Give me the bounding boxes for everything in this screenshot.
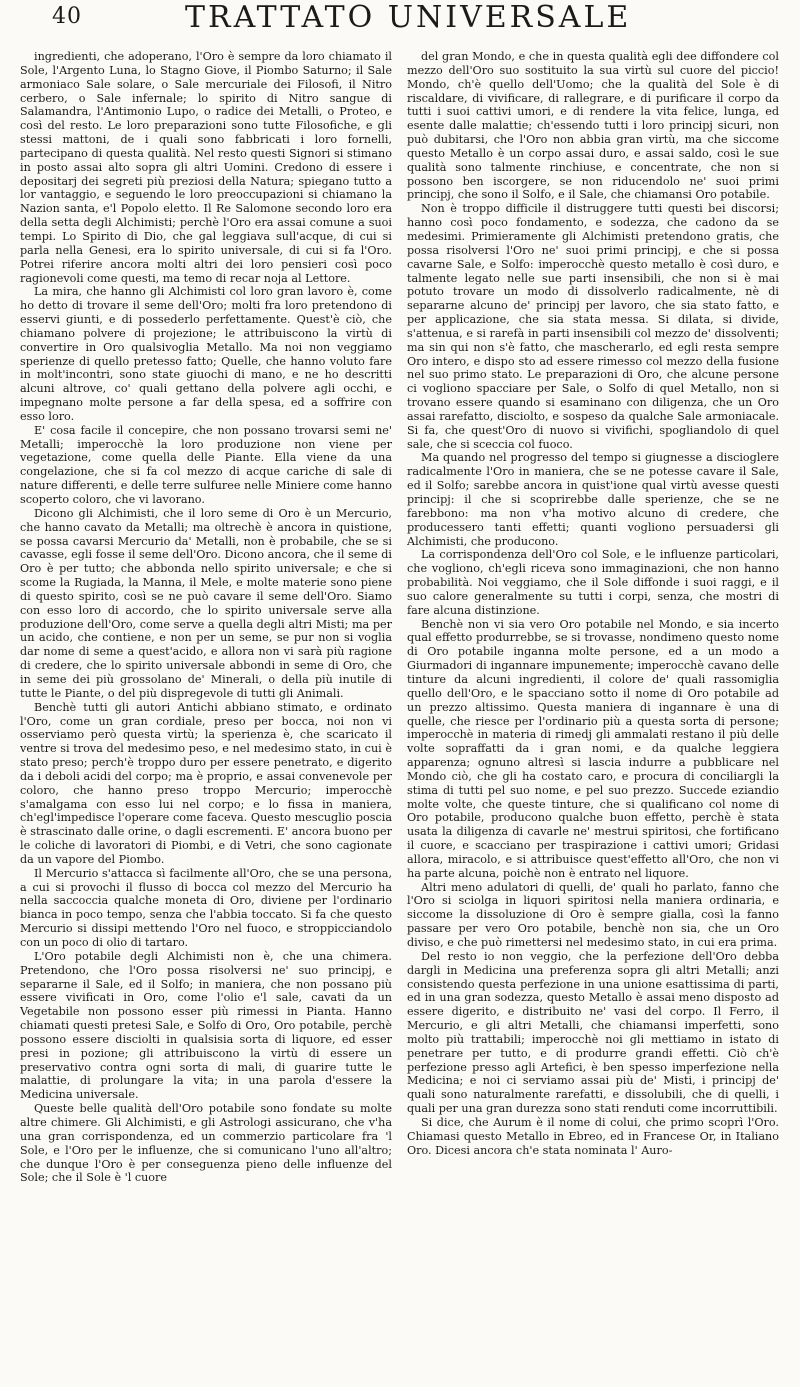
paragraph: Non è troppo difficile il distruggere tutti questi bei discorsi; hanno così poco fondamento, e sodezza, che cadono da se medesimi. Primieramente gli Alchimisti pretendono gratis, che possa risolversi l'Oro ne' suoi primi principj, e che si possa cavarne Sale, e Solfo: imperocchè questo metallo è così duro, e talmente legato nelle sue parti insensibili, che non si è mai potuto trovare un modo di dissolverlo radicalmente, nè di separarne alcuno de' principj per lavoro, che sia stato fatto, e per applicazione, che sia stata messa. Si dilata, si divide, s'attenua, e si rarefà in parti insensibili col mezzo de' dissolventi; ma sin qui non s'è fatto, che mascherarlo, ed egli resta sempre Oro intero, e dispo sto ad essere rimesso col mezzo della fusione nel suo primo stato. Le preparazioni di Oro, che alcune persone ci vogliono spacciare per Sale, o Solfo di quel Metallo, non si trovano essere quando si esaminano con diligenza, che un Oro assai rarefatto, disciolto, e sospeso da qualche Sale armoniacale. Si fa, che quest'Oro di nuovo si vivifichi, spogliandolo di quel sale, che si sceccia col fuoco. — [407, 202, 779, 451]
paragraph: Si dice, che Aurum è il nome di colui, che primo scoprì l'Oro. Chiamasi questo Metallo in Ebreo, ed in Francese Or, in Italiano Oro. Dicesi ancora ch'e stata nominata l' Auro- — [407, 1115, 779, 1157]
paragraph: Queste belle qualità dell'Oro potabile sono fondate su molte altre chimere. Gli Alchimisti, e gli Astrologi assicurano, che v'ha una gran corrispondenza, ed un commerzio particolare fra 'l Sole, e l'Oro per le influenze, che si comunicano l'uno all'altro; che dunque l'Oro è per conseguenza pieno delle influenze del Sole; che il Sole è 'l cuore — [20, 1102, 392, 1185]
paragraph: Dicono gli Alchimisti, che il loro seme di Oro è un Mercurio, che hanno cavato da Metalli; ma oltrechè è ancora in quistione, se possa cavarsi Mercurio da' Metalli, non è probabile, che se si cavasse, egli fosse il seme dell'Oro. Dicono ancora, che il seme di Oro è per tutto; che abbonda nello spirito universale; e che si scome la Rugiada, la Manna, il Mele, e molte materie sono piene di questo spirito, così se ne può cavare il seme dell'Oro. Siamo con esso loro di accordo, che lo spirito universale serve alla produzione dell'Oro, come serve a quella degli altri Misti; ma per un acido, che contiene, e non per un seme, se pur non si voglia dar nome di seme a quest'acido, e allora non vi sarà più ragione di credere, che lo spirito universale abbondi in seme di Oro, che in seme dei più grossolano de' Minerali, o della più inutile di tutte le Piante, o del più dispregevole di tutti gli Animali. — [20, 506, 392, 700]
paragraph: Il Mercurio s'attacca sì facilmente all'Oro, che se una persona, a cui si provochi il flusso di bocca col mezzo del Mercurio ha nella saccoccia qualche moneta di Oro, diviene per l'ordinario bianca in poco tempo, senza che l'abbia toccato. Si fa che questo Mercurio si dissipi mettendo l'Oro nel fuoco, e stroppicciandolo con un poco di olio di tartaro. — [20, 866, 392, 949]
right-column — [407, 50, 779, 1380]
paragraph: ingredienti, che adoperano, l'Oro è sempre da loro chiamato il Sole, l'Argento Luna, lo Stagno Giove, il Piombo Saturno; il Sale armoniaco Sale solare, o Sale mercuriale dei Filosofi, il Nitro cerbero, o Sale infernale; lo spirito di Nitro sangue di Salamandra, l'Antimonio Lupo, o radice dei Metalli, o Proteo, e così del resto. Le loro preparazioni sono tutte Filosofiche, e gli stessi mattoni, de i quali sono fabbricati i loro fornelli, partecipano di questa qualità. Nel resto questi Signori si stimano in posto assai alto sopra gli altri Uomini. Credono di essere i depositarj dei segreti più preziosi della Natura; spiegano tutto a lor vantaggio, e seguendo le loro preoccupazioni si chiamano la Nazion santa, e'l Popolo eletto. Il Re Salomone secondo loro era della setta degli Alchimisti; perchè l'Oro era assai comune a suoi tempi. Lo Spirito di Dio, che gal leggiava sull'acque, di cui si parla nella Genesi, era lo spirito universale, di cui si fa l'Oro. Potrei riferire ancora molti altri dei loro pensieri così poco ragionevoli come questi, ma temo di recar noja al Lettore. — [20, 50, 392, 285]
paragraph: Del resto io non veggio, che la perfezione dell'Oro debba dargli in Medicina una preferenza sopra gli altri Metalli; anzi consistendo questa perfezione in una unione esattissima di parti, ed in una gran sodezza, questo Metallo è assai meno disposto ad essere digerito, e distribuito ne' vasi del corpo. Il Ferro, il Mercurio, e gli altri Metalli, che chiamansi imperfetti, sono molto più trattabili; imperocchè noi gli mettiamo in istato di penetrare per tutto, e di produrre grandi effetti. Ciò ch'è perfezione presso agli Artefici, è ben spesso imperfezione nella Medicina; e noi ci serviamo assai più de' Misti, i principj de' quali sono naturalmente rarefatti, e dissolubili, che di quelli, i quali per una gran durezza sono stati renduti come incorruttibili. — [407, 949, 779, 1116]
paragraph: L'Oro potabile degli Alchimisti non è, che una chimera. Pretendono, che l'Oro possa risolversi ne' suo principj, e separarne il Sale, ed il Solfo; in maniera, che non possano più essere vivificati in Oro, come l'olio e'l sale, cavati da un Vegetabile non possono esser più rimessi in Pianta. Hanno chiamati questi pretesi Sale, e Solfo di Oro, Oro potabile, perchè possono essere disciolti in qualsisia sorta di liquore, ed esser presi in pozione; gli attribuiscono la virtù di essere un preservativo contra ogni sorta di mali, di guarire tutte le malattie, di prolungare la vita; in una parola d'essere la Medicina universale. — [20, 949, 392, 1102]
paragraph: La corrispondenza dell'Oro col Sole, e le influenze particolari, che vogliono, ch'egli riceva sono immaginazioni, che non hanno probabilità. Noi veggiamo, che il Sole diffonde i suoi raggi, e il suo calore generalmente su tutti i corpi, senza, che mostri di fare alcuna distinzione. — [407, 548, 779, 617]
paragraph: Benchè non vi sia vero Oro potabile nel Mondo, e sia incerto qual effetto produrrebbe, se si trovasse, nondimeno questo nome di Oro potabile inganna molte persone, ed a un modo a Giurmadori di ingannare impunemente; imperocchè cavano delle tinture da alcuni ingredienti, il colore de' quali rassomiglia quello dell'Oro, e le spacciano sotto il nome di Oro potabile ad un prezzo altissimo. Questa maniera di ingannare è una di quelle, che riesce per l'ordinario più a questa sorta di persone; imperocchè in materia di rimedj gli ammalati restano il più delle volte sopraffatti da i gran nomi, e da qualche leggiera apparenza; ognuno altresì si lascia indurre a pubblicare nel Mondo ciò, che gli ha costato caro, e procura di conciliargli la stima di tutti pel suo nome, e pel suo prezzo. Succede eziandio molte volte, che queste tinture, che si qualificano col nome di Oro potabile, producono qualche buon effetto, perchè è stata usata la diligenza di cavarle ne' mestrui spiritosi, che fortificano il cuore, e scacciano per traspirazione i cattivi umori; Gridasi allora, miracolo, e si attribuisce quest'effetto all'Oro, che non vi ha parte alcuna, poichè non è entrato nel liquore. — [407, 617, 779, 880]
page-number: 40 — [52, 4, 82, 29]
paragraph: E' cosa facile il concepire, che non possano trovarsi semi ne' Metalli; imperocchè la loro produzione non viene per vegetazione, come quella delle Piante. Ella viene da una congelazione, che si fa col mezzo di acque cariche di sale di nature differenti, e delle terre sulfuree nelle Miniere come hanno scoperto coloro, che vi lavorano. — [20, 423, 392, 506]
paragraph: del gran Mondo, e che in questa qualità egli dee diffondere col mezzo dell'Oro suo sostituito la sua virtù sul cuore del piccio! Mondo, ch'è quello dell'Uomo; che la qualità del Sole è di riscaldare, di vivificare, di rallegrare, e di purificare il corpo da tutti i suoi cattivi umori, e di rendere la vita felice, lunga, ed esente dalle malattie; ch'essendo tutti i loro principj sicuri, non può dubitarsi, che l'Oro non abbia gran virtù, ma che siccome questo Metallo è un corpo assai duro, e assai saldo, così le sue qualità sono talmente rinchiuse, e concentrate, che non si possono ben iscorgere, se non riducendolo ne' suoi primi principj, che sono il Solfo, e il Sale, che chiamansi Oro potabile. — [407, 50, 779, 202]
paragraph: La mira, che hanno gli Alchimisti col loro gran lavoro è, come ho detto di trovare il seme dell'Oro; molti fra loro pretendono di esservi giunti, e di possederlo perfettamente. Quest'è ciò, che chiamano polvere di projezione; le attribuiscono la virtù di convertire in Oro qualsivoglia Metallo. Ma noi non veggiamo sperienze di quello pretesso fatto; Quelle, che hanno voluto fare in molt'incontri, sono state giuochi di mano, e ne ho descritti alcuni altrove, co' quali gettano della polvere agli occhi, e impegnano molte persone a far della spesa, ed a soffrire con esso loro. — [20, 285, 392, 423]
left-column — [20, 50, 392, 1380]
running-title: TRATTATO UNIVERSALE — [185, 0, 632, 35]
paragraph: Altri meno adulatori di quelli, de' quali ho parlato, fanno che l'Oro si sciolga in liquori spiritosi nella maniera ordinaria, e siccome la dissoluzione di Oro è sempre gialla, così la fanno passare per vero Oro potabile, benchè non sia, che un Oro diviso, e che può rimettersi nel medesimo stato, in cui era prima. — [407, 880, 779, 949]
paragraph: Benchè tutti gli autori Antichi abbiano stimato, e ordinato l'Oro, come un gran cordiale, preso per bocca, noi non vi osserviamo però questa virtù; la sperienza è, che scaricato il ventre si trova del medesimo peso, e nel medesimo stato, in cui è stato preso; perch'è troppo duro per essere penetrato, e digerito da i deboli acidi del corpo; ma è proprio, e assai convenevole per coloro, che hanno preso troppo Mercurio; imperocchè s'amalgama con esso lui nel corpo; e lo fissa in maniera, ch'egl'impedisce l'operare come faceva. Questo mescuglio poscia è strascinato dalle orine, o dagli escrementi. E' ancora buono per le coliche di lavoratori di Piombi, e di Vetri, che sono cagionate da un vapore del Piombo. — [20, 700, 392, 866]
paragraph: Ma quando nel progresso del tempo si giugnesse a discioglere radicalmente l'Oro in maniera, che se ne potesse cavare il Sale, ed il Solfo; sarebbe ancora in quist'ione qual virtù avesse questi principj: il che si scoprirebbe dalle sperienze, che se ne farebbono: ma non v'ha motivo alcuno di credere, che producessero tanti effetti; quanti vogliono persuadersi gli Alchimisti, che producono. — [407, 451, 779, 548]
